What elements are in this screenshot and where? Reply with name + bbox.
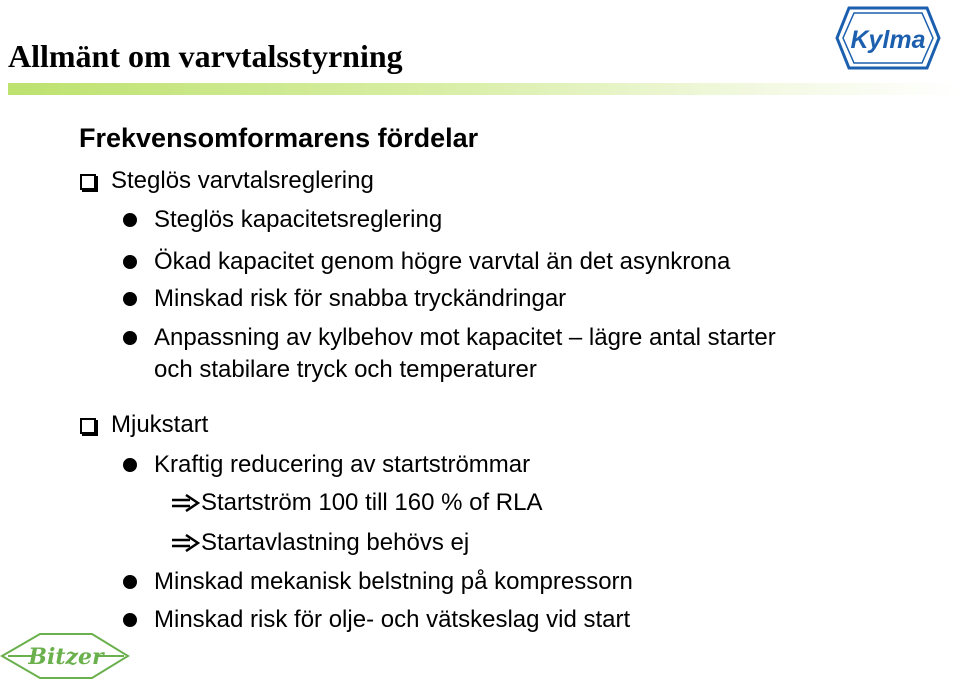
bullet-dot-icon — [123, 292, 137, 306]
bullet-dot-icon — [123, 575, 137, 589]
list-item: Kraftig reducering av startströmmar — [154, 451, 531, 478]
list-item: Minskad mekanisk belstning på kompressorn — [154, 568, 633, 595]
section-heading: Frekvensomformarens fördelar — [79, 123, 479, 153]
arrow-right-icon — [172, 534, 200, 552]
svg-text:Kylma: Kylma — [850, 26, 926, 54]
checkbox-bullet-icon — [80, 418, 96, 434]
kylma-logo — [835, 4, 941, 72]
list-item: Ökad kapacitet genom högre varvtal än det asynkrona — [154, 248, 731, 275]
bullet-dot-icon — [123, 331, 137, 345]
svg-text:Bitzer: Bitzer — [28, 644, 104, 670]
bullet-dot-icon — [123, 458, 137, 472]
bitzer-logo — [0, 632, 130, 680]
list-item: Steglös kapacitetsreglering — [154, 206, 443, 233]
bullet-dot-icon — [123, 255, 137, 269]
list-item-continuation: och stabilare tryck och temperaturer — [154, 356, 537, 383]
list-item: Mjukstart — [111, 411, 209, 438]
title-underline-bar — [8, 83, 960, 95]
list-item: Anpassning av kylbehov mot kapacitet – lägre antal starter — [154, 324, 776, 351]
list-item: Startström 100 till 160 % of RLA — [201, 489, 543, 516]
list-item: Steglös varvtalsreglering — [111, 167, 374, 194]
slide-title: Allmänt om varvtalsstyrning — [8, 38, 403, 74]
list-item: Minskad risk för olje- och vätskeslag vid start — [154, 606, 631, 633]
checkbox-bullet-icon — [80, 174, 96, 190]
arrow-right-icon — [172, 494, 200, 512]
bullet-dot-icon — [123, 213, 137, 227]
list-item: Minskad risk för snabba tryckändringar — [154, 285, 567, 312]
list-item: Startavlastning behövs ej — [201, 529, 470, 556]
bullet-dot-icon — [123, 613, 137, 627]
